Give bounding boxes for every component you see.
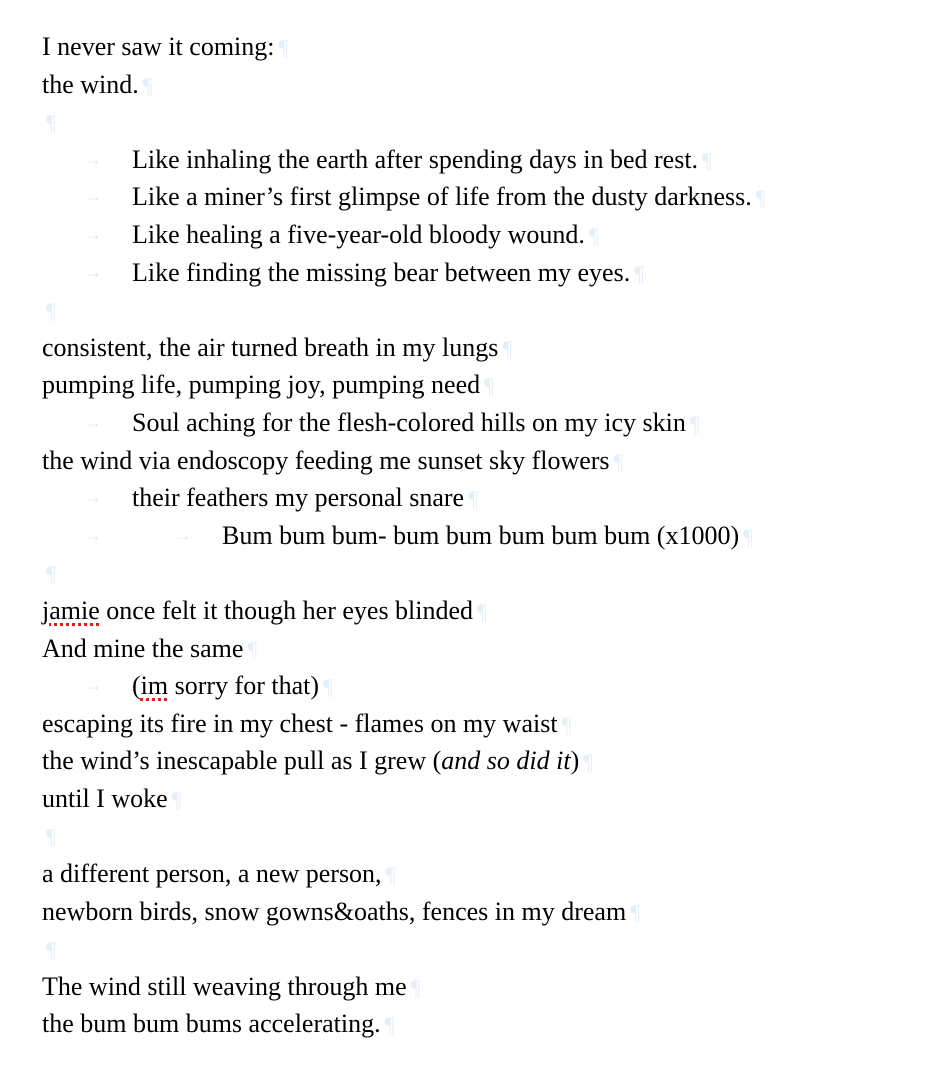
poem-line: until I woke ¶ — [42, 783, 182, 813]
pilcrow-mark: ¶ — [323, 674, 333, 700]
tab-arrow-icon: → — [84, 487, 102, 508]
pilcrow-mark: ¶ — [702, 147, 713, 173]
tab-arrow-icon: → — [84, 223, 102, 244]
pilcrow-mark: ¶ — [46, 561, 56, 587]
poem-line: → Like finding the missing bear between my eyes. ¶ — [42, 254, 922, 292]
poem-line: → Like healing a five-year-old bloody wound. ¶ — [42, 216, 922, 254]
pilcrow-mark: ¶ — [502, 335, 513, 361]
poem-line: pumping life, pumping joy, pumping need ¶ — [42, 370, 495, 400]
poem-line: The wind still weaving through me ¶ — [42, 971, 421, 1001]
pilcrow-mark: ¶ — [588, 222, 599, 248]
pilcrow-mark: ¶ — [484, 373, 495, 399]
tab-arrow-icon: → — [84, 524, 102, 545]
tab-arrow-icon: → — [174, 524, 192, 545]
misspelled-word[interactable]: im — [140, 671, 169, 701]
poem-line: jamie once felt it though her eyes blinded ¶ — [42, 595, 488, 625]
blank-line — [42, 103, 922, 141]
tab-arrow-icon: → — [84, 675, 102, 696]
tab-arrow-icon: → — [84, 261, 102, 282]
pilcrow-mark: ¶ — [46, 937, 56, 963]
pilcrow-mark: ¶ — [630, 899, 641, 925]
pilcrow-mark: ¶ — [46, 824, 56, 850]
poem-line: escaping its fire in my chest - flames on my waist ¶ — [42, 708, 572, 738]
poem-line: the wind’s inescapable pull as I grew (and so did it) ¶ — [42, 746, 594, 776]
tab-arrow-icon: → — [84, 148, 102, 169]
tab-arrow-icon: → — [84, 186, 102, 207]
tab-arrow-icon: → — [84, 411, 102, 432]
poem-line: consistent, the air turned breath in my lungs ¶ — [42, 332, 513, 362]
pilcrow-mark: ¶ — [384, 1012, 395, 1038]
poem-body — [42, 28, 922, 1043]
pilcrow-mark: ¶ — [385, 862, 396, 888]
pilcrow-mark: ¶ — [634, 260, 645, 286]
poem-line: the wind. ¶ — [42, 69, 153, 99]
pilcrow-mark: ¶ — [613, 448, 624, 474]
pilcrow-mark: ¶ — [142, 72, 153, 98]
blank-line — [42, 291, 922, 329]
poem-line: a different person, a new person, ¶ — [42, 859, 396, 889]
pilcrow-mark: ¶ — [689, 410, 700, 436]
blank-line — [42, 554, 922, 592]
poem-line: → their feathers my personal snare ¶ — [42, 479, 922, 517]
pilcrow-mark: ¶ — [743, 523, 754, 549]
poem-line: → Soul aching for the flesh-colored hills on my icy skin ¶ — [42, 404, 922, 442]
poem-line: And mine the same ¶ — [42, 633, 258, 663]
pilcrow-mark: ¶ — [477, 598, 488, 624]
pilcrow-mark: ¶ — [468, 486, 479, 512]
poem-line: I never saw it coming: ¶ — [42, 32, 289, 61]
poem-line: → Like inhaling the earth after spending days in bed rest. ¶ — [42, 141, 922, 179]
misspelled-word[interactable]: jamie — [42, 595, 100, 625]
poem-line: → → Bum bum bum- bum bum bum bum bum (x1000) ¶ — [42, 517, 922, 555]
pilcrow-mark: ¶ — [410, 974, 421, 1000]
poem-line: newborn birds, snow gowns&oaths, fences in my dream ¶ — [42, 896, 641, 926]
poem-line: the wind via endoscopy feeding me sunset sky flowers ¶ — [42, 445, 624, 475]
poem-line: the bum bum bums accelerating. ¶ — [42, 1009, 395, 1039]
pilcrow-mark: ¶ — [46, 298, 56, 324]
pilcrow-mark: ¶ — [583, 749, 594, 775]
pilcrow-mark: ¶ — [46, 110, 56, 136]
pilcrow-mark: ¶ — [247, 636, 258, 662]
italic-phrase: and so did it — [441, 746, 571, 776]
pilcrow-mark: ¶ — [755, 185, 766, 211]
blank-line — [42, 817, 922, 855]
pilcrow-mark: ¶ — [171, 786, 182, 812]
blank-line — [42, 930, 922, 968]
pilcrow-mark: ¶ — [561, 711, 572, 737]
poem-line: → (im sorry for that) ¶ — [42, 667, 922, 705]
poem-line: → Like a miner’s first glimpse of life from the dusty darkness. ¶ — [42, 178, 922, 216]
pilcrow-mark: ¶ — [278, 35, 289, 60]
